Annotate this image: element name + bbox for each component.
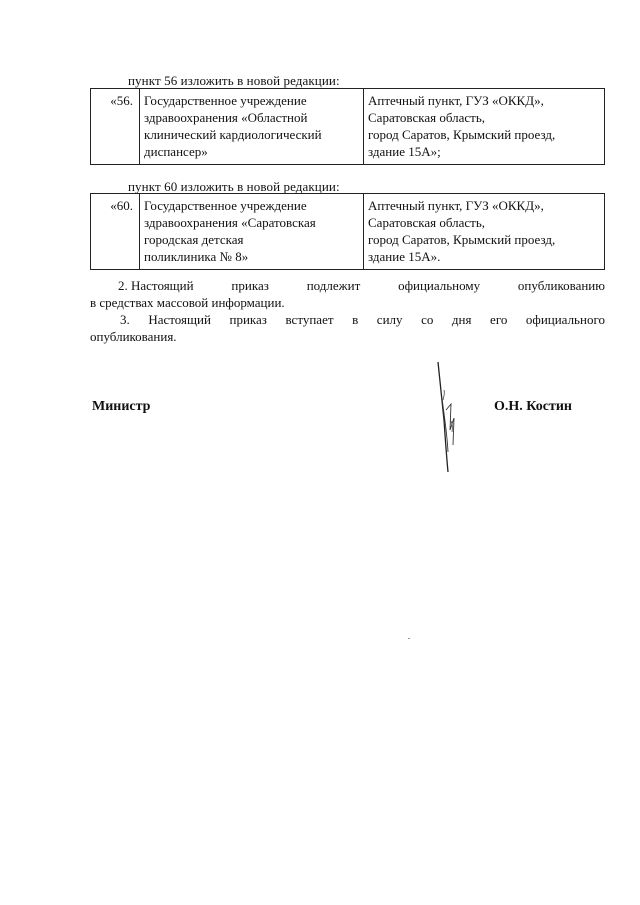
institution-line: здравоохранения «Областной <box>144 110 308 125</box>
paragraph-line <box>90 277 605 294</box>
paragraph-3 <box>90 311 605 345</box>
address-line: город Саратов, Крымский проезд, <box>368 127 556 142</box>
address-line: Саратовская область, <box>368 215 486 230</box>
address-cell <box>364 89 605 165</box>
intro-point-56: пункт 56 изложить в новой редакции: <box>128 73 340 88</box>
paragraph-line: в средствах массовой информации. <box>90 295 285 310</box>
institution-line: диспансер» <box>144 144 208 159</box>
word: приказ <box>229 312 267 327</box>
word: приказ <box>231 278 269 293</box>
table-row <box>91 89 605 165</box>
table-point-56 <box>90 88 605 165</box>
table-row <box>91 194 605 270</box>
word: подлежит <box>306 278 361 293</box>
handwritten-signature <box>420 360 480 475</box>
word: дня <box>451 312 472 327</box>
institution-line: городская детская <box>144 232 244 247</box>
word: 3. <box>120 312 130 327</box>
address-line: город Саратов, Крымский проезд, <box>368 232 556 247</box>
word: официального <box>525 312 605 327</box>
address-line: здание 15А»; <box>368 144 441 159</box>
word: со <box>421 312 434 327</box>
institution-cell <box>140 89 364 165</box>
word: вступает <box>285 312 334 327</box>
institution-line: поликлиника № 8» <box>144 249 249 264</box>
address-line: Аптечный пункт, ГУЗ «ОККД», <box>368 198 544 213</box>
institution-line: Государственное учреждение <box>144 198 307 213</box>
row-number: «60. <box>91 194 140 270</box>
address-line: Саратовская область, <box>368 110 486 125</box>
word: в <box>352 312 359 327</box>
word: силу <box>376 312 403 327</box>
signatory-role: Министр <box>92 399 151 414</box>
institution-line: здравоохранения «Саратовская <box>144 215 316 230</box>
word: Настоящий <box>148 312 211 327</box>
word: опубликованию <box>517 278 605 293</box>
word: его <box>490 312 508 327</box>
intro-point-60: пункт 60 изложить в новой редакции: <box>128 179 340 194</box>
paragraph-line <box>90 311 605 328</box>
institution-line: Государственное учреждение <box>144 93 307 108</box>
institution-cell <box>140 194 364 270</box>
table-point-60 <box>90 193 605 270</box>
word: 2. Настоящий <box>118 278 194 293</box>
word: официальному <box>398 278 481 293</box>
institution-line: клинический кардиологический <box>144 127 322 142</box>
signatory-name: О.Н. Костин <box>494 399 572 414</box>
paragraph-2 <box>90 277 605 311</box>
row-number: «56. <box>91 89 140 165</box>
scan-speck <box>408 638 410 639</box>
paragraph-line: опубликования. <box>90 329 177 344</box>
address-line: здание 15А». <box>368 249 441 264</box>
address-cell <box>364 194 605 270</box>
address-line: Аптечный пункт, ГУЗ «ОККД», <box>368 93 544 108</box>
